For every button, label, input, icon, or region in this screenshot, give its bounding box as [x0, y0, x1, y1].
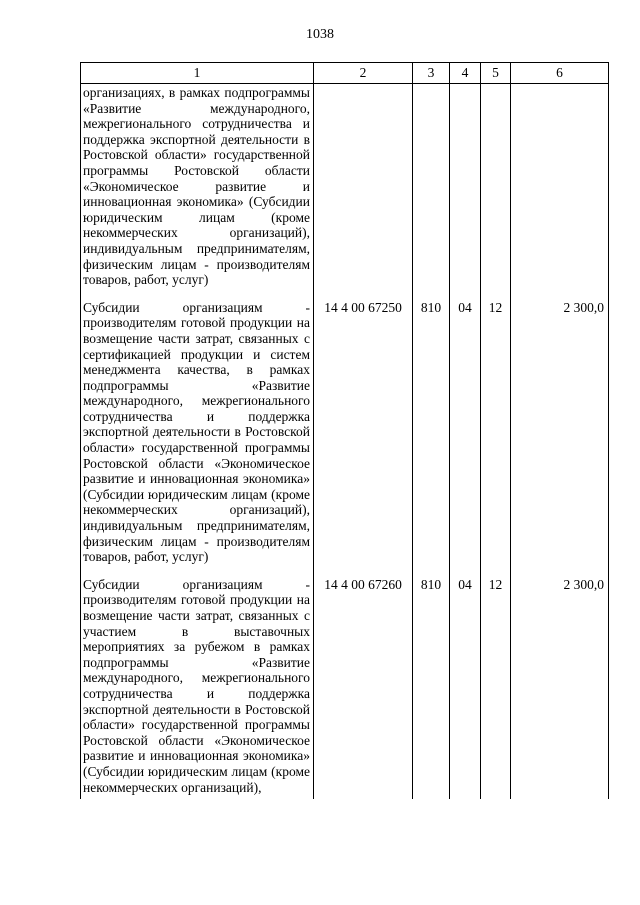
column-header-3: 3	[413, 63, 450, 84]
row-section: 04	[450, 569, 481, 799]
table-row	[81, 292, 609, 569]
column-header-6: 6	[511, 63, 609, 84]
row-target-code: 14 4 00 67250	[314, 292, 413, 569]
column-header-1: 1	[81, 63, 314, 84]
row-subsection: 12	[481, 292, 511, 569]
column-header-5: 5	[481, 63, 511, 84]
row-expense-type	[413, 84, 450, 292]
row-amount: 2 300,0	[511, 292, 609, 569]
budget-table	[80, 62, 609, 799]
row-subsection: 12	[481, 569, 511, 799]
column-header-4: 4	[450, 63, 481, 84]
page-number: 1038	[306, 27, 334, 42]
row-description: Субсидии организациям - производителям готовой продукции на возмещение части затрат, связанных с сертификацией продукции и систем менеджмента качества, в рамках подпрограммы «Развитие международного, межрегионального сотрудничества и поддержка экспортной деятельности в Ростовской области» государственной программы Ростовской области «Экономическое развитие и инновационная экономика» (Субсидии юридическим лицам (кроме некоммерческих организаций), индивидуальным предпринимателям, физическим лицам - производителям товаров, работ, услуг)	[81, 292, 314, 569]
row-section	[450, 84, 481, 292]
column-header-2: 2	[314, 63, 413, 84]
row-subsection	[481, 84, 511, 292]
table-row	[81, 84, 609, 292]
header-row	[81, 63, 609, 84]
row-target-code	[314, 84, 413, 292]
row-expense-type: 810	[413, 569, 450, 799]
row-target-code: 14 4 00 67260	[314, 569, 413, 799]
row-amount	[511, 84, 609, 292]
row-description: Субсидии организациям - производителям готовой продукции на возмещение части затрат, связанных с участием в выставочных мероприятиях за рубежом в рамках подпрограммы «Развитие международного, межрегионального сотрудничества и поддержка экспортной деятельности в Ростовской области» государственной программы Ростовской области «Экономическое развитие и инновационная экономика» (Субсидии юридическим лицам (кроме некоммерческих организаций),	[81, 569, 314, 799]
table-row	[81, 569, 609, 799]
row-description: организациях, в рамках подпрограммы «Развитие международного, межрегионального сотрудничества и поддержка экспортной деятельности в Ростовской области» государственной программы Ростовской области «Экономическое развитие и инновационная экономика» (Субсидии юридическим лицам (кроме некоммерческих организаций), индивидуальным предпринимателям, физическим лицам - производителям товаров, работ, услуг)	[81, 84, 314, 292]
row-amount: 2 300,0	[511, 569, 609, 799]
row-section: 04	[450, 292, 481, 569]
row-expense-type: 810	[413, 292, 450, 569]
